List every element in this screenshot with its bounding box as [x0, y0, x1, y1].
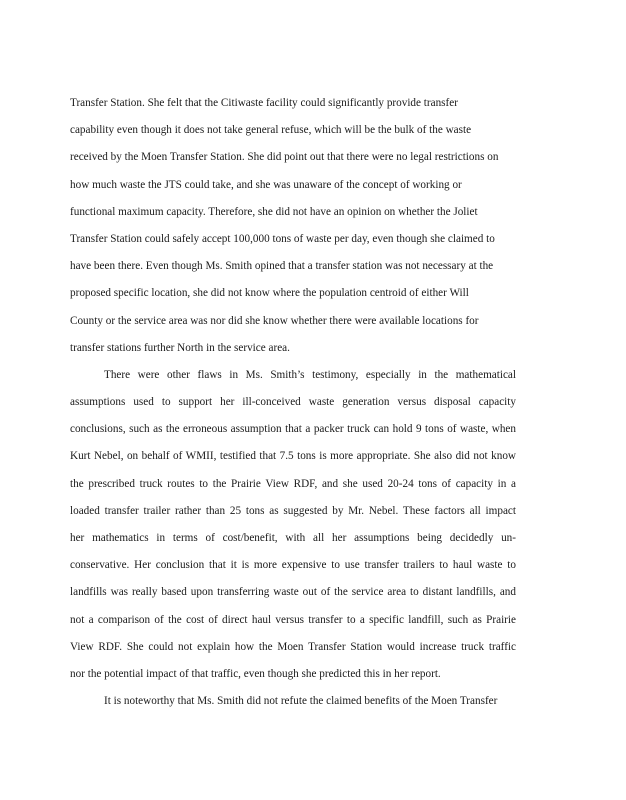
text-line: Transfer Station. She felt that the Citiwaste facility could significantly provide transfer: [70, 97, 458, 109]
text-line: transfer stations further North in the service area.: [70, 341, 290, 354]
text-line: Kurt Nebel, on behalf of WMII, testified that 7.5 tons is more appropriate. She also did not know: [70, 450, 516, 463]
text-line: received by the Moen Transfer Station. She did point out that there were no legal restrictions on: [70, 151, 499, 164]
text-line: conservative. Her conclusion that it is more expensive to use transfer trailers to haul waste to: [70, 559, 516, 572]
text-line: nor the potential impact of that traffic, even though she predicted this in her report.: [70, 667, 441, 680]
text-line: have been there. Even though Ms. Smith opined that a transfer station was not necessary at the: [70, 260, 494, 273]
text-line: not a comparison of the cost of direct haul versus transfer to a specific landfill, such as Prairie: [70, 613, 516, 626]
text-line: proposed specific location, she did not know where the population centroid of either Will: [70, 287, 469, 300]
text-line: her mathematics in terms of cost/benefit, with all her assumptions being decidedly un-: [70, 532, 516, 544]
text-line: loaded transfer trailer rather than 25 tons as suggested by Mr. Nebel. These factors all impact: [70, 504, 516, 517]
body-text: [70, 90, 516, 715]
text-line: assumptions used to support her ill-conceived waste generation versus disposal capacity: [70, 396, 516, 409]
paragraph-first-line: It is noteworthy that Ms. Smith did not refute the claimed benefits of the Moen Transfer: [104, 695, 498, 708]
text-line: County or the service area was nor did she know whether there were available locations for: [70, 314, 479, 327]
text-line: how much waste the JTS could take, and she was unaware of the concept of working or: [70, 178, 462, 191]
text-line: landfills was really based upon transferring waste out of the service area to distant landfills, and: [70, 586, 516, 599]
text-line: Transfer Station could safely accept 100,000 tons of waste per day, even though she claimed to: [70, 232, 495, 245]
paragraph-first-line: There were other flaws in Ms. Smith’s testimony, especially in the mathematical: [104, 368, 516, 381]
text-line: capability even though it does not take general refuse, which will be the bulk of the waste: [70, 124, 472, 137]
text-line: functional maximum capacity. Therefore, she did not have an opinion on whether the Joliet: [70, 205, 478, 218]
text-line: View RDF. She could not explain how the Moen Transfer Station would increase truck traffic: [70, 640, 516, 653]
text-line: conclusions, such as the erroneous assumption that a packer truck can hold 9 tons of waste, when: [70, 423, 516, 436]
text-line: the prescribed truck routes to the Prairie View RDF, and she used 20-24 tons of capacity in a: [70, 477, 516, 490]
